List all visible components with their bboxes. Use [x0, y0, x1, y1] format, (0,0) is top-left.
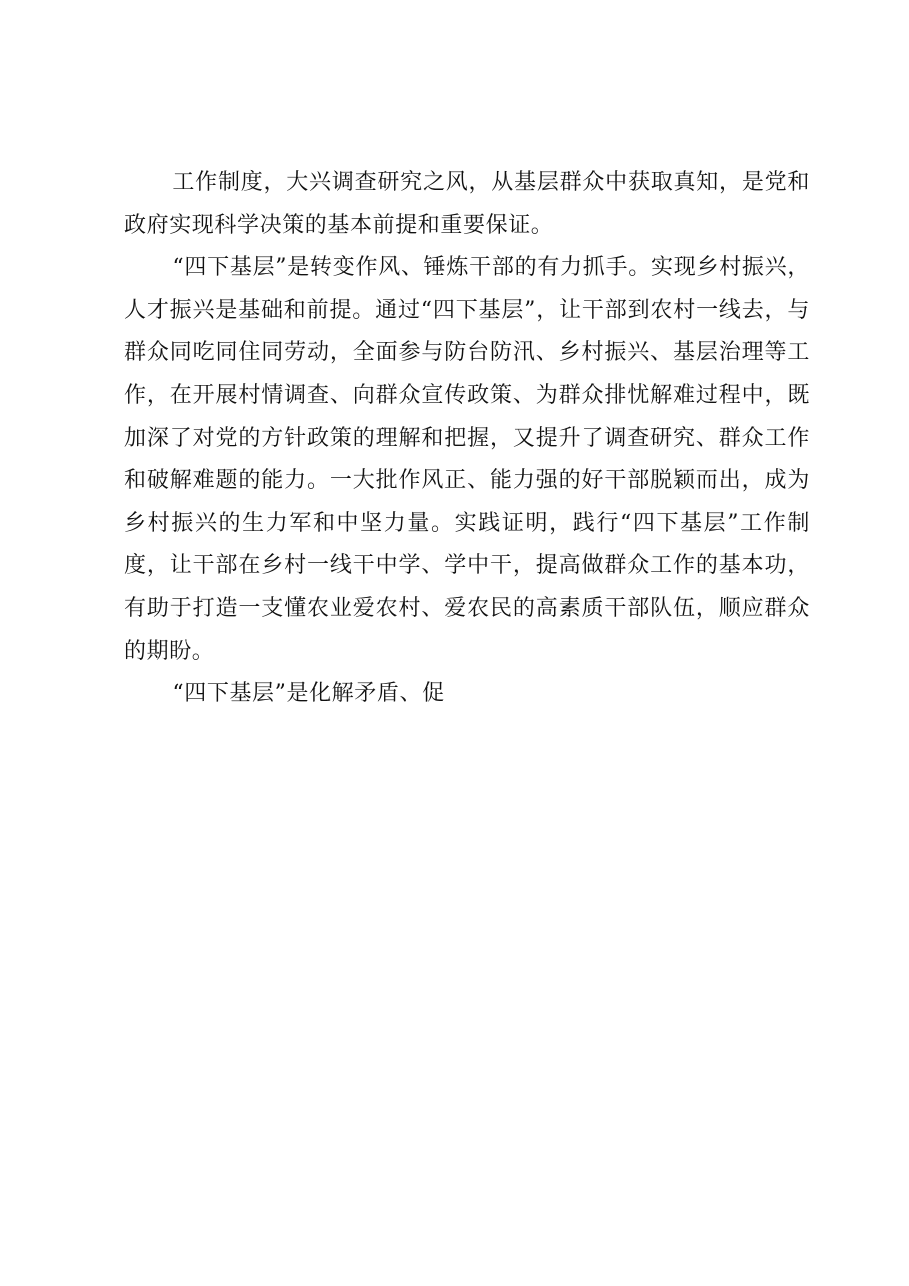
body-text	[124, 162, 810, 716]
paragraph-continuation: 工作制度，大兴调查研究之风，从基层群众中获取真知，是党和政府实现科学决策的基本前提和重要保证。	[124, 170, 810, 238]
paragraph-four-down-grassroots: “四下基层”是转变作风、锤炼干部的有力抓手。实现乡村振兴，人才振兴是基础和前提。通过“四下基层”，让干部到农村一线去，与群众同吃同住同劳动，全面参与防台防汛、乡村振兴、基层治理等工作，在开展村情调查、向群众宣传政策、为群众排忧解难过程中，既加深了对党的方针政策的理解和把握，又提升了调查研究、群众工作和破解难题的能力。一大批作风正、能力强的好干部脱颖而出，成为乡村振兴的生力军和中坚力量。实践证明，践行“四下基层”工作制度，让干部在乡村一线干中学、学中干，提高做群众工作的基本功，有助于打造一支懂农业爱农村、爱农民的高素质干部队伍，顺应群众的期盼。	[124, 255, 810, 664]
paragraph-truncated: “四下基层”是化解矛盾、促	[172, 681, 445, 707]
